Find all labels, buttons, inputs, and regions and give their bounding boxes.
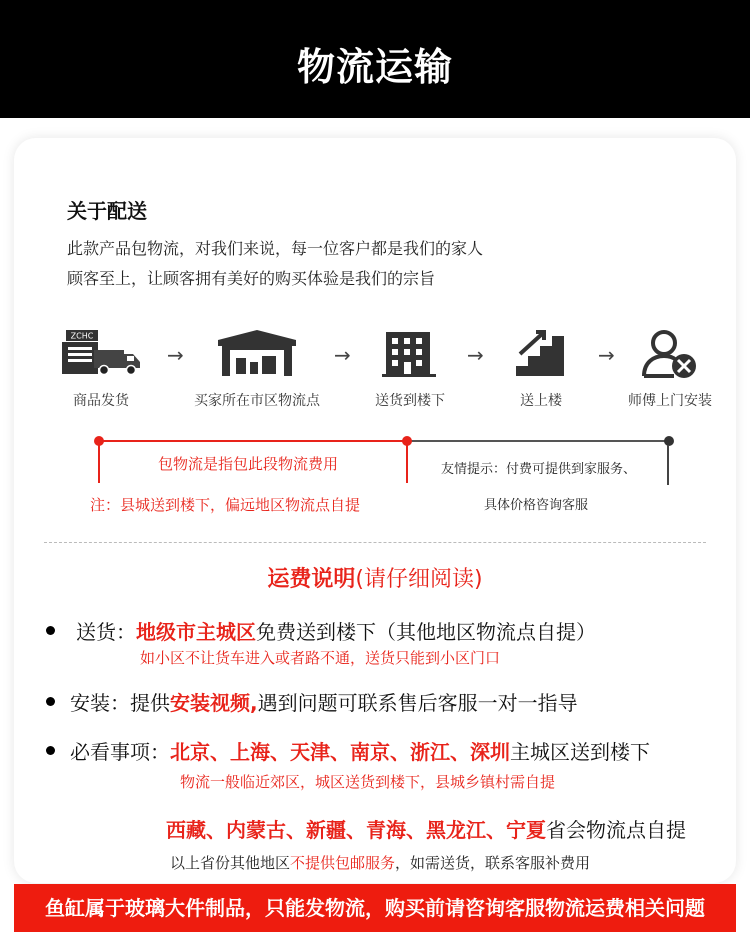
delivery-highlight: 地级市主城区 — [136, 620, 256, 644]
step-label: 送上楼 — [520, 393, 562, 409]
provinces-row — [166, 814, 686, 843]
other-prefix: 以上省份其他地区 — [170, 854, 291, 872]
header-bar — [0, 0, 750, 118]
section-divider — [44, 542, 706, 543]
flow-arrow-3: → — [467, 343, 484, 367]
step-label: 送货到楼下 — [375, 393, 445, 409]
page-title: 物流运输 — [296, 45, 453, 89]
timeline-red-segment — [98, 440, 408, 442]
bullet-dot — [46, 746, 55, 755]
delivery-truck-icon — [60, 328, 142, 378]
flow-arrow-4: → — [598, 343, 615, 367]
about-title: 关于配送 — [67, 199, 147, 223]
installer-icon — [640, 328, 700, 378]
friendly-tip-line-2: 具体价格咨询客服 — [484, 498, 589, 513]
friendly-tip-line-1: 友情提示：付费可提供到家服务、 — [441, 462, 637, 477]
step-home-installation — [628, 328, 712, 409]
warning-banner: 鱼缸属于玻璃大件制品，只能发物流，购买前请咨询客服物流运费相关问题 — [14, 884, 736, 932]
timeline-vertical-middle — [406, 445, 408, 483]
remote-provinces-rest: 省会物流点自提 — [546, 818, 686, 842]
install-rest: 遇到问题可联系售后客服一对一指导 — [257, 691, 578, 715]
bullet-dot — [46, 626, 55, 635]
other-regions-note — [170, 852, 590, 873]
delivery-rest: 免费送到楼下（其他地区物流点自提） — [256, 620, 596, 644]
step-label: 商品发货 — [73, 393, 129, 409]
delivery-label: 送货： — [76, 620, 136, 644]
step-label: 师傅上门安装 — [628, 393, 712, 409]
must-see-cities: 北京、上海、天津、南京、浙江、深圳 — [170, 740, 510, 764]
about-line-2: 顾客至上，让顾客拥有美好的购买体验是我们的宗旨 — [67, 269, 436, 288]
delivery-row — [76, 616, 596, 645]
must-see-note: 物流一般临近郊区，城区送货到楼下，县城乡镇村需自提 — [180, 773, 556, 791]
install-highlight: 安装视频, — [170, 691, 258, 715]
step-city-logistics-point — [194, 328, 320, 409]
other-highlight: 不提供包邮服务 — [290, 854, 396, 872]
warehouse-icon — [216, 328, 298, 378]
step-product-shipped — [60, 328, 142, 409]
step-deliver-upstairs — [512, 328, 570, 409]
logistics-coverage-note: 包物流是指包此段物流费用 — [158, 455, 339, 473]
must-see-rest: 主城区送到楼下 — [510, 740, 650, 764]
other-rest: ，如需送货，联系客服补费用 — [395, 854, 591, 872]
timeline-dark-segment — [408, 440, 670, 442]
flow-arrow-2: → — [334, 343, 351, 367]
county-delivery-note: 注：县城送到楼下，偏远地区物流点自提 — [90, 496, 361, 514]
flow-arrow-1: → — [167, 343, 184, 367]
bullet-dot — [46, 697, 55, 706]
delivery-note: 如小区不让货车进入或者路不通，送货只能到小区门口 — [140, 649, 501, 667]
must-see-row — [70, 736, 650, 765]
building-icon — [380, 328, 440, 378]
timeline-dot-end — [664, 436, 674, 446]
about-line-1: 此款产品包物流，对我们来说，每一位客户都是我们的家人 — [67, 239, 484, 258]
shipping-title-normal: (请仔细阅读) — [355, 567, 483, 592]
install-label: 安装：提供 — [70, 691, 170, 715]
truck-sign-text: ZCHC — [70, 331, 94, 341]
step-label: 买家所在市区物流点 — [194, 393, 320, 409]
timeline-vertical-right — [667, 445, 669, 485]
stairs-icon — [512, 328, 570, 378]
shipping-title-bold: 运费说明 — [267, 567, 356, 592]
remote-provinces: 西藏、内蒙古、新疆、青海、黑龙江、宁夏 — [166, 818, 546, 842]
shipping-section-title — [0, 562, 750, 593]
step-deliver-downstairs — [375, 328, 445, 409]
must-see-label: 必看事项： — [70, 740, 170, 764]
install-row — [70, 687, 578, 716]
timeline-vertical-left — [98, 445, 100, 483]
